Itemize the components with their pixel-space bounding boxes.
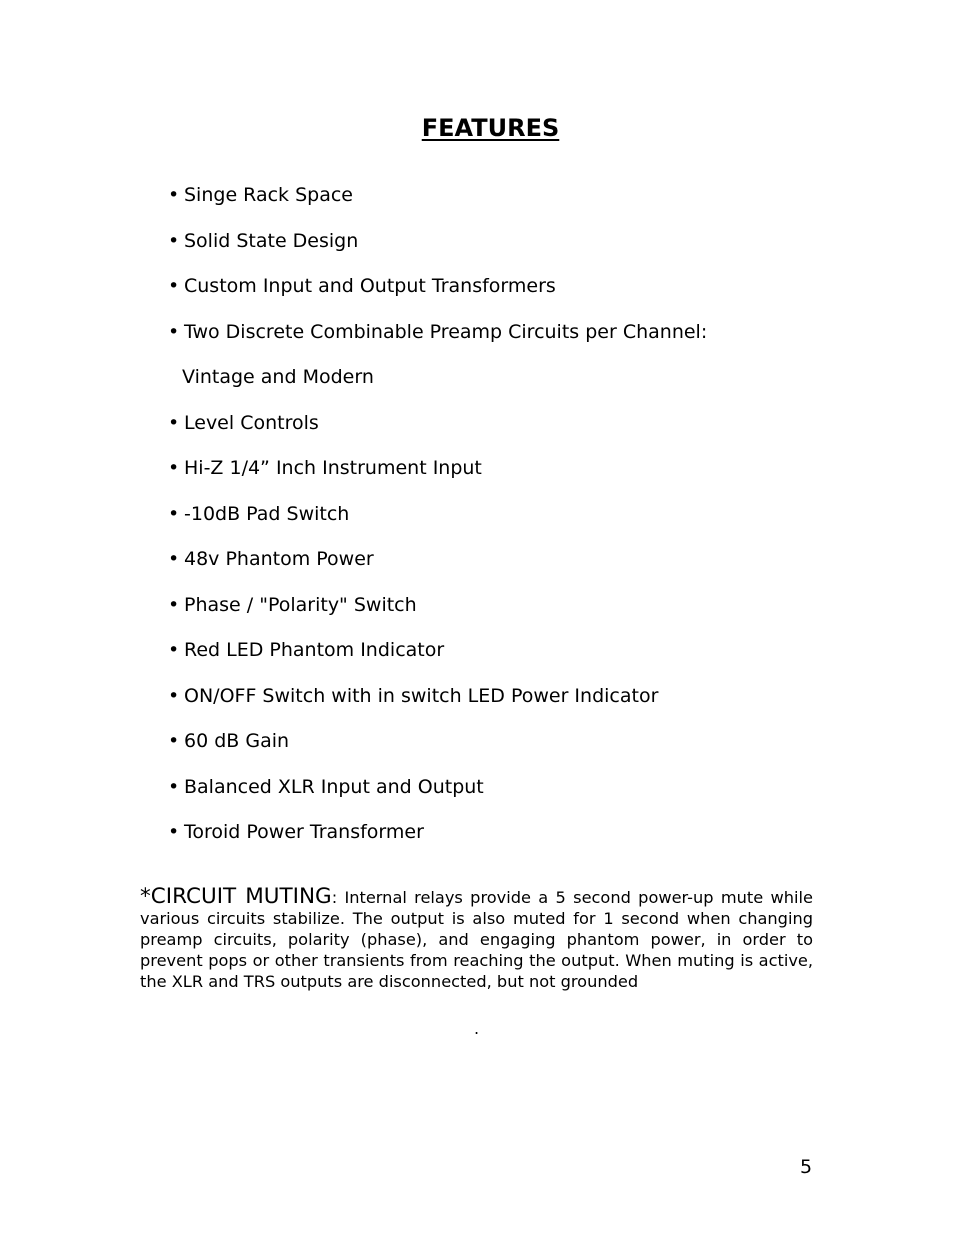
feature-text: Two Discrete Combinable Preamp Circuits per Channel: — [184, 320, 708, 343]
bullet: • — [168, 548, 180, 570]
feature-text: Balanced XLR Input and Output — [184, 775, 484, 798]
bullet: • — [168, 775, 180, 798]
circuit-muting-paragraph — [140, 886, 813, 992]
list-item — [168, 545, 707, 591]
list-item-continuation — [168, 363, 707, 409]
bullet: • — [168, 320, 180, 343]
bullet: • — [168, 730, 180, 752]
bullet: • — [168, 821, 180, 843]
bullet: • — [168, 411, 180, 434]
list-item — [168, 227, 707, 273]
circuit-muting-heading: *CIRCUIT MUTING — [140, 884, 332, 909]
bullet: • — [168, 502, 180, 525]
list-item — [168, 773, 707, 819]
bullet: • — [168, 184, 180, 206]
list-item — [168, 500, 707, 546]
page-title: FEATURES — [421, 114, 560, 142]
list-item — [168, 591, 707, 637]
feature-list — [168, 181, 707, 864]
bullet: • — [168, 457, 180, 479]
feature-text: Vintage and Modern — [182, 366, 374, 388]
list-item — [168, 318, 707, 364]
list-item — [168, 727, 707, 773]
feature-text: Singe Rack Space — [184, 184, 353, 206]
feature-text: Solid State Design — [184, 229, 359, 252]
bullet: • — [168, 684, 180, 707]
stray-mark: . — [474, 1019, 480, 1038]
feature-text: 48v Phantom Power — [184, 548, 374, 570]
circuit-muting-text: : Internal relays provide a 5 second power-up mute while various circuits stabilize. The output is also muted for 1 second when changing preamp circuits, polarity (phase), and engaging phantom power, in order to prevent pops or other transients from reaching the output. When muting is active, the XLR and TRS outputs are disconnected, but not grounded — [140, 888, 813, 991]
list-item — [168, 181, 707, 227]
list-item — [168, 682, 707, 728]
feature-text: Phase / "Polarity" Switch — [184, 593, 417, 616]
feature-text: Red LED Phantom Indicator — [184, 639, 445, 661]
list-item — [168, 818, 707, 864]
feature-text: Hi-Z 1/4” Inch Instrument Input — [184, 457, 482, 479]
bullet: • — [168, 229, 180, 252]
feature-text: ON/OFF Switch with in switch LED Power Indicator — [184, 684, 659, 707]
list-item — [168, 272, 707, 318]
bullet: • — [168, 639, 180, 661]
list-item — [168, 409, 707, 455]
list-item — [168, 636, 707, 682]
feature-text: 60 dB Gain — [184, 730, 290, 752]
feature-text: Toroid Power Transformer — [184, 821, 424, 843]
feature-text: Level Controls — [184, 411, 319, 434]
list-item — [168, 454, 707, 500]
bullet: • — [168, 593, 180, 616]
page-number: 5 — [800, 1156, 813, 1178]
feature-text: Custom Input and Output Transformers — [184, 275, 556, 297]
feature-text: -10dB Pad Switch — [184, 502, 350, 525]
bullet: • — [168, 275, 180, 297]
